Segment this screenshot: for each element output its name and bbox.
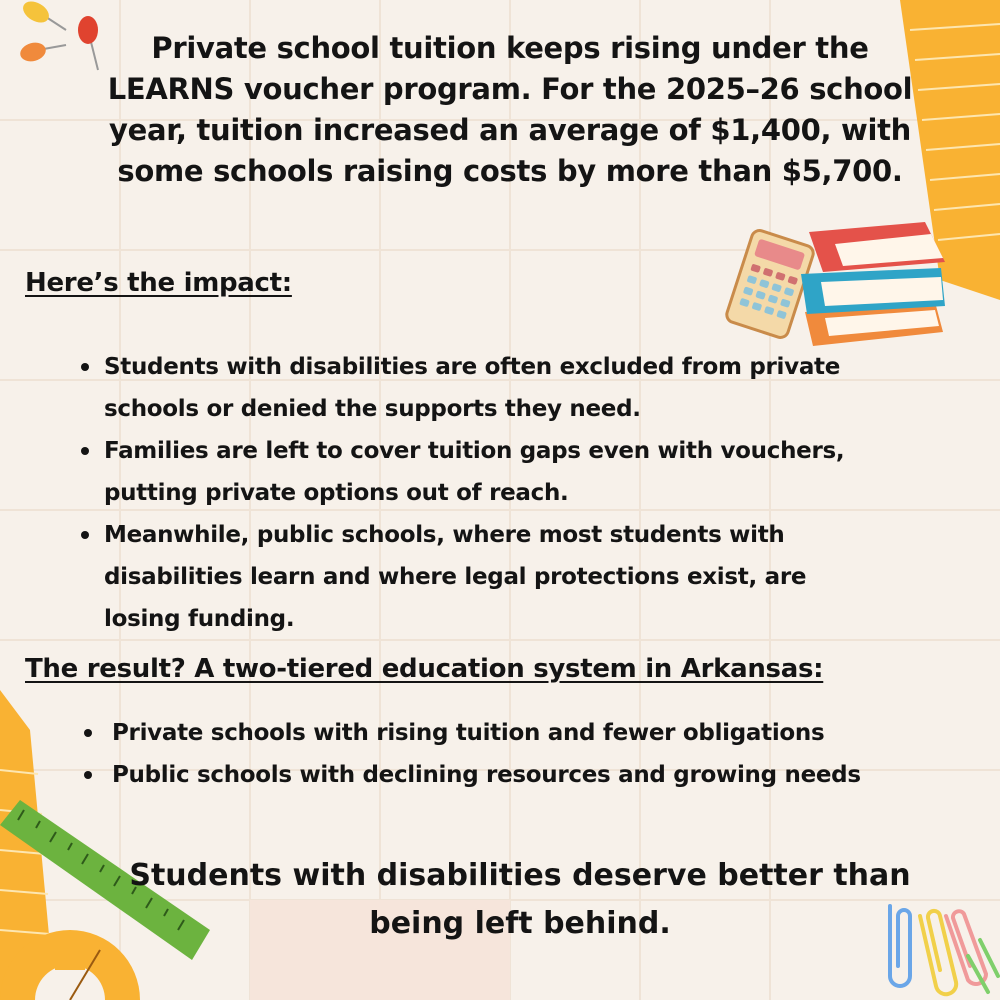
list-item [104,430,844,514]
headline [40,28,980,192]
books-icon [795,222,955,352]
list-item-line: schools or denied the supports they need. [104,396,641,422]
list-item-line: losing funding. [104,606,295,632]
list-item [104,514,844,640]
headline-line: year, tuition increased an average of $1,400, with [108,113,912,147]
headline-line: LEARNS voucher program. For the 2025–26 school [107,72,913,106]
headline-line: Private school tuition keeps rising under the [151,31,869,65]
list-item-line: Students with disabilities are often excluded from private [104,354,841,380]
impact-list [104,346,844,640]
list-item [104,346,844,430]
closing-line: being left behind. [369,906,671,941]
list-item: Public schools with declining resources and growing needs [112,754,861,796]
result-list [112,712,861,796]
closing-statement [40,852,1000,948]
headline-line: some schools raising costs by more than $5,700. [117,154,903,188]
list-item-line: Families are left to cover tuition gaps even with vouchers, [104,438,845,464]
result-heading: The result? A two-tiered education system in Arkansas: [25,654,824,684]
list-item-line: putting private options out of reach. [104,480,569,506]
list-item-line: Meanwhile, public schools, where most students with [104,522,785,548]
closing-line: Students with disabilities deserve better than [129,858,911,893]
list-item: Private schools with rising tuition and fewer obligations [112,712,861,754]
list-item-line: disabilities learn and where legal protections exist, are [104,564,807,590]
impact-heading: Here’s the impact: [25,268,292,298]
